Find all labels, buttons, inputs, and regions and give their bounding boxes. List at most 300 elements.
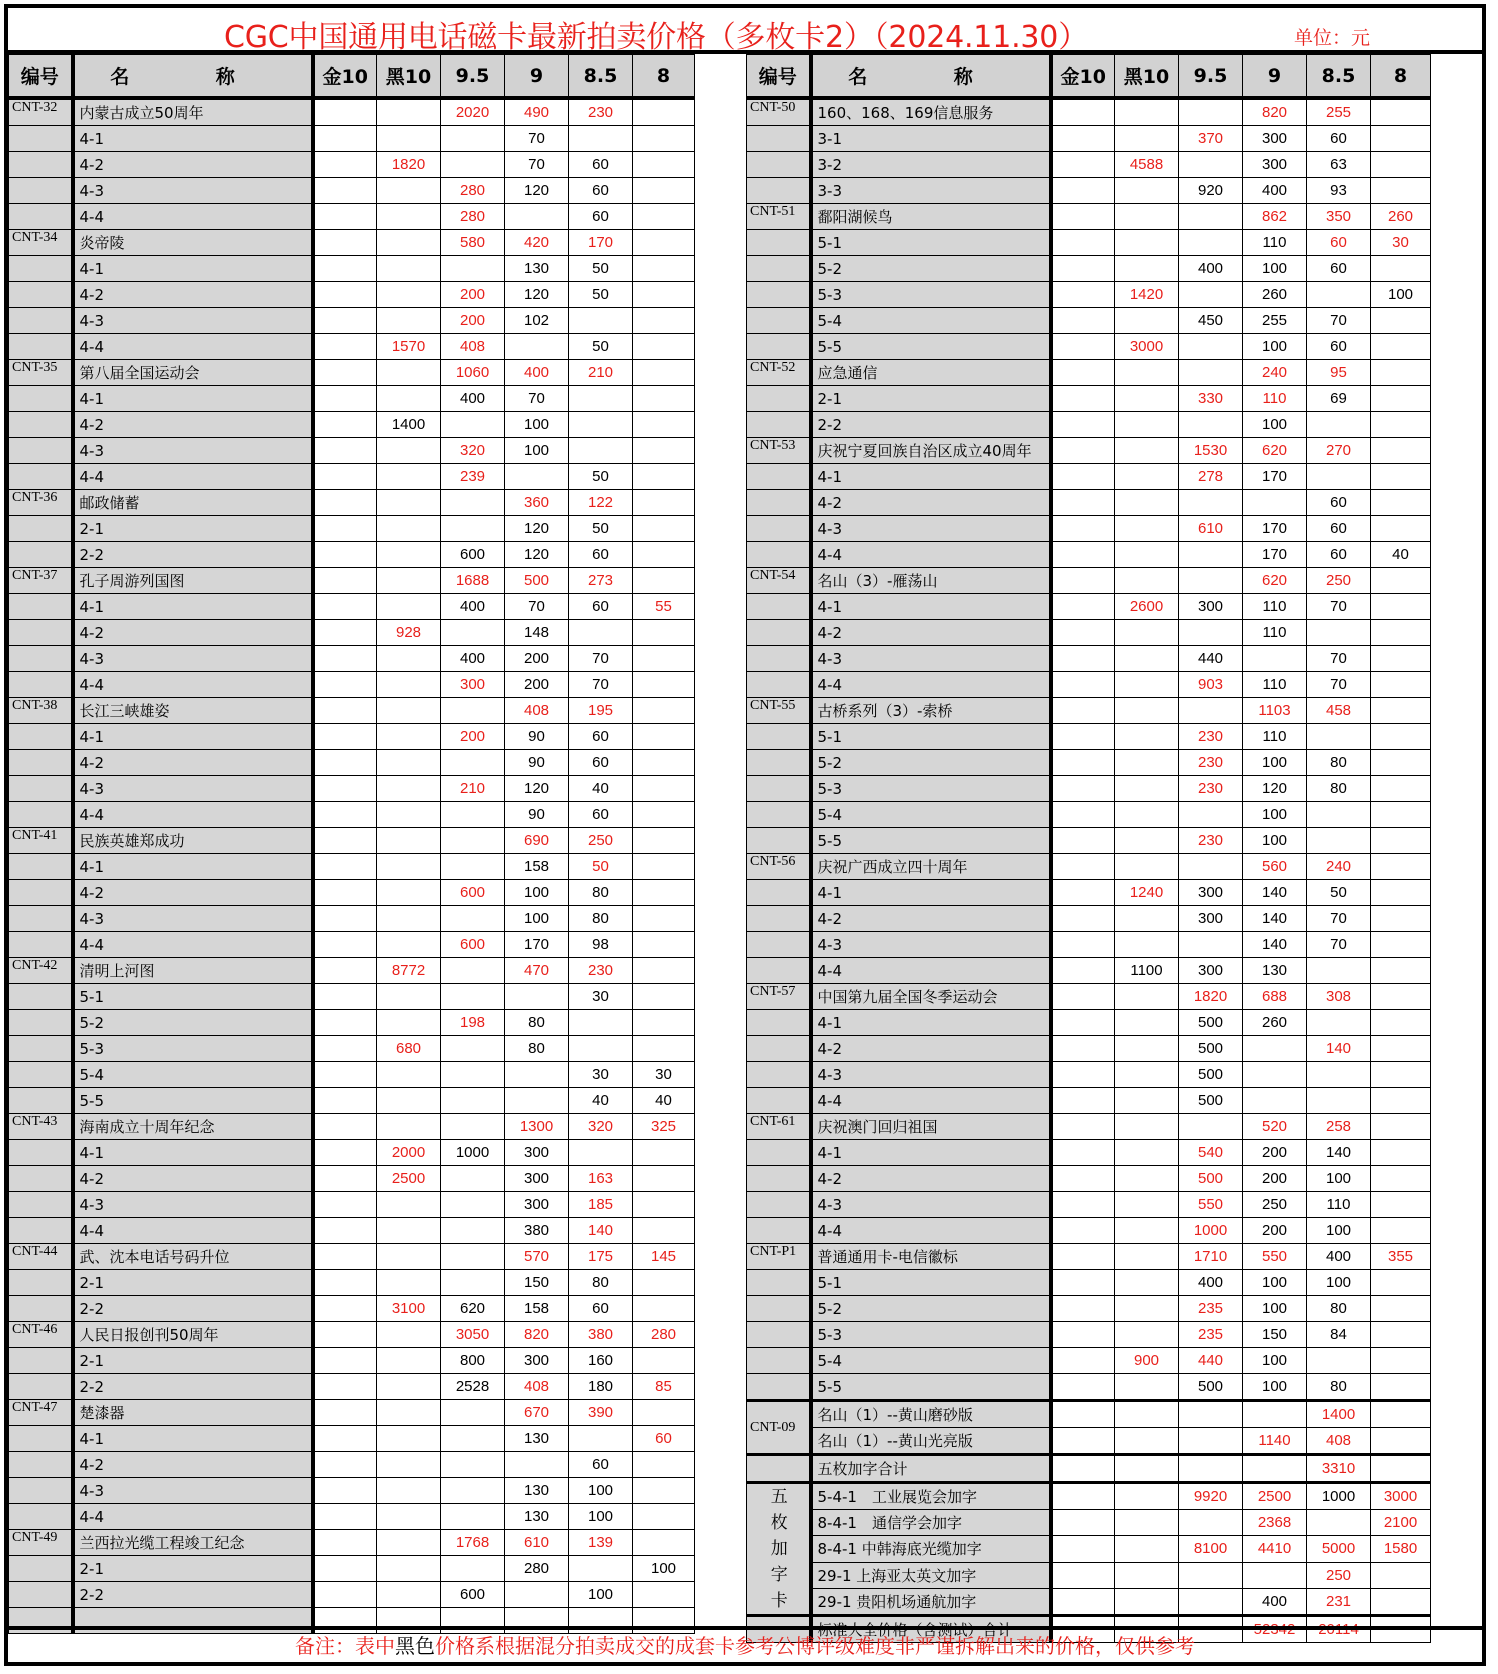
- card-code: [747, 386, 811, 412]
- price-grade85: 84: [1307, 1322, 1371, 1348]
- price-grade85: 170: [569, 230, 633, 256]
- card-code: CNT-57: [747, 984, 811, 1010]
- card-code: [747, 152, 811, 178]
- price-gold10: [1051, 1401, 1115, 1428]
- price-black10: [377, 698, 441, 724]
- price-grade85: 60: [569, 204, 633, 230]
- price-black10: 1400: [377, 412, 441, 438]
- card-code: [9, 516, 73, 542]
- card-code: [747, 256, 811, 282]
- price-grade9: [505, 1062, 569, 1088]
- price-grade85: 69: [1307, 386, 1371, 412]
- table-row: [9, 516, 695, 542]
- price-grade9: 560: [1243, 854, 1307, 880]
- price-grade8: 145: [633, 1244, 695, 1270]
- price-grade9: 820: [505, 1322, 569, 1348]
- price-grade85: [569, 412, 633, 438]
- price-grade8: [633, 646, 695, 672]
- card-name: 2-1: [811, 386, 1051, 412]
- price-grade8: 3000: [1371, 1483, 1431, 1510]
- card-code: [747, 1296, 811, 1322]
- price-grade85: 1400: [1307, 1401, 1371, 1428]
- card-name: 4-1: [73, 1140, 313, 1166]
- price-grade9: 170: [1243, 464, 1307, 490]
- price-grade95: [441, 1426, 505, 1452]
- price-gold10: [1051, 1588, 1115, 1615]
- price-grade9: 1140: [1243, 1428, 1307, 1455]
- price-grade95: 1688: [441, 568, 505, 594]
- card-name: 2-2: [73, 542, 313, 568]
- price-black10: [377, 282, 441, 308]
- card-code: [747, 958, 811, 984]
- price-black10: [1115, 1218, 1179, 1244]
- table-row: [9, 412, 695, 438]
- price-grade95: 600: [441, 880, 505, 906]
- price-gold10: [1051, 1036, 1115, 1062]
- price-black10: [1115, 308, 1179, 334]
- left-table-header: [9, 55, 695, 99]
- card-name: 4-1: [811, 1140, 1051, 1166]
- price-grade95: 300: [441, 672, 505, 698]
- price-gold10: [313, 230, 377, 256]
- card-code: [9, 412, 73, 438]
- price-grade8: [633, 1296, 695, 1322]
- price-black10: [377, 204, 441, 230]
- price-grade9: [505, 1452, 569, 1478]
- card-code: CNT-35: [9, 360, 73, 386]
- price-black10: [1115, 1510, 1179, 1536]
- price-grade8: 40: [633, 1088, 695, 1114]
- table-row: [747, 1192, 1431, 1218]
- price-grade95: [1179, 568, 1243, 594]
- price-grade85: 60: [569, 152, 633, 178]
- card-name: 4-3: [811, 516, 1051, 542]
- price-black10: [1115, 724, 1179, 750]
- card-code: [9, 1374, 73, 1400]
- price-grade85: [1307, 828, 1371, 854]
- card-name: 炎帝陵: [73, 230, 313, 256]
- price-grade95: 500: [1179, 1374, 1243, 1401]
- card-code: [747, 412, 811, 438]
- price-grade8: [1371, 1374, 1431, 1401]
- price-grade8: [633, 230, 695, 256]
- table-row: [9, 1192, 695, 1218]
- price-grade9: 300: [1243, 152, 1307, 178]
- price-grade85: 160: [569, 1348, 633, 1374]
- price-grade95: 330: [1179, 386, 1243, 412]
- price-grade95: [441, 256, 505, 282]
- price-grade95: 280: [441, 204, 505, 230]
- price-gold10: [313, 984, 377, 1010]
- price-grade8: [633, 1192, 695, 1218]
- card-name: 第八届全国运动会: [73, 360, 313, 386]
- card-name: 古桥系列（3）-索桥: [811, 698, 1051, 724]
- card-name: 4-3: [73, 178, 313, 204]
- price-grade95: [441, 906, 505, 932]
- card-code: CNT-61: [747, 1114, 811, 1140]
- price-gold10: [313, 1192, 377, 1218]
- card-name: 5-4: [811, 1348, 1051, 1374]
- column-header: 8: [633, 55, 695, 99]
- card-name: 29-1 贵阳机场通航加字: [811, 1588, 1051, 1615]
- card-code: [9, 932, 73, 958]
- price-black10: [1115, 1322, 1179, 1348]
- price-gold10: [313, 1504, 377, 1530]
- card-code: [9, 1582, 73, 1608]
- price-gold10: [313, 1270, 377, 1296]
- price-grade85: [569, 308, 633, 334]
- price-black10: [1115, 672, 1179, 698]
- price-black10: [377, 724, 441, 750]
- price-grade9: 420: [505, 230, 569, 256]
- table-row: [747, 1348, 1431, 1374]
- price-grade8: [1371, 334, 1431, 360]
- card-code: [747, 620, 811, 646]
- price-black10: [1115, 1088, 1179, 1114]
- card-name: 3-1: [811, 126, 1051, 152]
- card-name: 4-1: [73, 594, 313, 620]
- price-grade8: [1371, 412, 1431, 438]
- price-grade85: 30: [569, 984, 633, 1010]
- card-name: 内蒙古成立50周年: [73, 98, 313, 126]
- table-row: [747, 152, 1431, 178]
- price-grade9: [1243, 1562, 1307, 1588]
- card-code: CNT-38: [9, 698, 73, 724]
- table-row: [9, 724, 695, 750]
- price-grade8: 355: [1371, 1244, 1431, 1270]
- table-row: [9, 1062, 695, 1088]
- price-grade9: 90: [505, 802, 569, 828]
- price-grade85: 70: [1307, 906, 1371, 932]
- price-gold10: [313, 282, 377, 308]
- price-gold10: [313, 906, 377, 932]
- price-grade9: 110: [1243, 672, 1307, 698]
- card-name: 4-2: [73, 750, 313, 776]
- price-grade85: [1307, 464, 1371, 490]
- price-grade9: 610: [505, 1530, 569, 1556]
- card-name: 名山（1）--黄山光亮版: [811, 1428, 1051, 1455]
- table-row: [747, 1270, 1431, 1296]
- price-grade95: 400: [441, 594, 505, 620]
- card-name: 鄱阳湖候鸟: [811, 204, 1051, 230]
- price-grade85: 60: [1307, 490, 1371, 516]
- price-gold10: [313, 828, 377, 854]
- price-grade8: [633, 178, 695, 204]
- table-row: [747, 1140, 1431, 1166]
- price-grade85: 60: [569, 1452, 633, 1478]
- card-name: 4-1: [811, 464, 1051, 490]
- table-row: [747, 412, 1431, 438]
- price-grade95: [441, 620, 505, 646]
- price-black10: [1115, 516, 1179, 542]
- price-grade85: 180: [569, 1374, 633, 1400]
- card-name: 武、沈本电话号码升位: [73, 1244, 313, 1270]
- price-grade9: 300: [505, 1192, 569, 1218]
- card-name: 4-3: [811, 1192, 1051, 1218]
- price-gold10: [313, 412, 377, 438]
- table-row: [747, 1322, 1431, 1348]
- price-grade8: [633, 958, 695, 984]
- card-code: CNT-53: [747, 438, 811, 464]
- price-grade95: [441, 750, 505, 776]
- price-grade85: 50: [569, 464, 633, 490]
- table-row: [747, 1536, 1431, 1562]
- price-grade8: [633, 1400, 695, 1426]
- table-row: [9, 828, 695, 854]
- price-grade95: 610: [1179, 516, 1243, 542]
- card-code: [9, 1478, 73, 1504]
- price-grade95: 440: [1179, 646, 1243, 672]
- card-name: 5-4: [811, 308, 1051, 334]
- card-name: 4-2: [73, 1166, 313, 1192]
- card-name: 29-1 上海亚太英文加字: [811, 1562, 1051, 1588]
- right-table-header: [747, 55, 1431, 99]
- table-row: [9, 1036, 695, 1062]
- price-black10: [1115, 230, 1179, 256]
- price-grade8: [633, 1036, 695, 1062]
- table-row: [9, 1556, 695, 1582]
- card-name: 4-1: [73, 256, 313, 282]
- price-grade85: 60: [1307, 256, 1371, 282]
- price-black10: 1100: [1115, 958, 1179, 984]
- card-name: 4-3: [811, 1062, 1051, 1088]
- card-name: 4-4: [73, 672, 313, 698]
- price-black10: [377, 594, 441, 620]
- table-row: [747, 1588, 1431, 1615]
- card-name: 4-2: [73, 282, 313, 308]
- price-black10: [1115, 1114, 1179, 1140]
- table-row: [747, 594, 1431, 620]
- price-grade8: [633, 98, 695, 126]
- price-black10: [377, 1192, 441, 1218]
- card-code: [9, 334, 73, 360]
- table-row: [9, 386, 695, 412]
- card-code: [9, 854, 73, 880]
- price-black10: [1115, 98, 1179, 126]
- price-sheet: [4, 4, 1486, 1666]
- card-name: 8-4-1 中韩海底光缆加字: [811, 1536, 1051, 1562]
- price-grade8: [1371, 750, 1431, 776]
- card-name: 5-2: [811, 1296, 1051, 1322]
- price-gold10: [1051, 594, 1115, 620]
- table-row: [9, 1452, 695, 1478]
- card-code: [9, 1192, 73, 1218]
- price-grade95: 400: [441, 646, 505, 672]
- price-grade8: [633, 438, 695, 464]
- price-grade95: 1060: [441, 360, 505, 386]
- table-row: [747, 828, 1431, 854]
- card-code: [747, 672, 811, 698]
- price-grade85: 60: [569, 750, 633, 776]
- price-grade8: 60: [633, 1426, 695, 1452]
- table-row: [747, 1562, 1431, 1588]
- column-header: 金10: [1051, 55, 1115, 99]
- price-grade9: [1243, 1036, 1307, 1062]
- table-row: [747, 1296, 1431, 1322]
- price-black10: 2500: [377, 1166, 441, 1192]
- table-row: [9, 152, 695, 178]
- card-name: 5-4-1 工业展览会加字: [811, 1483, 1051, 1510]
- price-gold10: [313, 1296, 377, 1322]
- price-grade85: [1307, 1010, 1371, 1036]
- price-grade95: [441, 802, 505, 828]
- price-grade85: [569, 386, 633, 412]
- price-gold10: [313, 438, 377, 464]
- table-row: [747, 204, 1431, 230]
- table-row: [9, 854, 695, 880]
- card-name: 4-4: [811, 1218, 1051, 1244]
- table-row: [747, 620, 1431, 646]
- price-grade8: [1371, 98, 1431, 126]
- price-gold10: [313, 1322, 377, 1348]
- price-grade85: 50: [1307, 880, 1371, 906]
- price-grade8: 40: [1371, 542, 1431, 568]
- card-code: CNT-P1: [747, 1244, 811, 1270]
- price-grade8: [1371, 308, 1431, 334]
- card-name: 4-1: [73, 386, 313, 412]
- left-price-table: [8, 54, 695, 1634]
- card-name: 孔子周游列国图: [73, 568, 313, 594]
- price-grade9: 170: [1243, 542, 1307, 568]
- table-row: [747, 256, 1431, 282]
- card-name: 2-2: [73, 1374, 313, 1400]
- card-code: [747, 1374, 811, 1401]
- card-code: [9, 542, 73, 568]
- card-name: 名山（1）--黄山磨砂版: [811, 1401, 1051, 1428]
- price-grade9: 80: [505, 1036, 569, 1062]
- price-gold10: [313, 672, 377, 698]
- price-gold10: [313, 308, 377, 334]
- price-grade9: 200: [1243, 1166, 1307, 1192]
- price-grade85: 240: [1307, 854, 1371, 880]
- card-name: 4-3: [73, 906, 313, 932]
- price-grade85: 93: [1307, 178, 1371, 204]
- price-grade8: [633, 386, 695, 412]
- price-grade85: [1307, 1062, 1371, 1088]
- table-row: [747, 880, 1431, 906]
- card-name: 4-1: [73, 1426, 313, 1452]
- price-grade8: [633, 750, 695, 776]
- footer-note: [8, 1626, 1482, 1662]
- card-code: [9, 1348, 73, 1374]
- price-gold10: [313, 1244, 377, 1270]
- price-grade85: 50: [569, 282, 633, 308]
- price-grade9: 260: [1243, 282, 1307, 308]
- price-grade95: [1179, 542, 1243, 568]
- price-grade8: [633, 152, 695, 178]
- card-code: [9, 1088, 73, 1114]
- price-grade85: 250: [569, 828, 633, 854]
- price-grade85: 80: [1307, 1296, 1371, 1322]
- card-code: CNT-46: [9, 1322, 73, 1348]
- price-grade95: 1768: [441, 1530, 505, 1556]
- price-grade8: [1371, 464, 1431, 490]
- table-row: [9, 1400, 695, 1426]
- table-row: [9, 334, 695, 360]
- price-gold10: [313, 204, 377, 230]
- price-gold10: [1051, 98, 1115, 126]
- price-grade8: [1371, 1218, 1431, 1244]
- price-grade9: 200: [505, 672, 569, 698]
- price-grade85: 80: [1307, 1374, 1371, 1401]
- price-grade85: 458: [1307, 698, 1371, 724]
- price-grade8: [1371, 1428, 1431, 1455]
- price-grade9: 100: [1243, 334, 1307, 360]
- price-gold10: [1051, 412, 1115, 438]
- price-grade95: [1179, 1401, 1243, 1428]
- price-grade8: [633, 412, 695, 438]
- price-grade9: 130: [505, 1504, 569, 1530]
- card-name: 5-1: [811, 230, 1051, 256]
- price-grade95: 235: [1179, 1296, 1243, 1322]
- price-grade95: [1179, 152, 1243, 178]
- price-grade9: [1243, 1088, 1307, 1114]
- price-grade85: 63: [1307, 152, 1371, 178]
- price-grade9: 100: [505, 412, 569, 438]
- table-row: [9, 1270, 695, 1296]
- price-black10: 3000: [1115, 334, 1179, 360]
- price-grade95: 278: [1179, 464, 1243, 490]
- price-gold10: [1051, 984, 1115, 1010]
- price-grade8: [633, 204, 695, 230]
- table-row: [9, 932, 695, 958]
- price-grade85: 210: [569, 360, 633, 386]
- card-name: 4-4: [73, 204, 313, 230]
- table-row: [9, 542, 695, 568]
- card-name: 2-1: [73, 516, 313, 542]
- left-table-body: [9, 98, 695, 1634]
- card-name: 楚漆器: [73, 1400, 313, 1426]
- price-grade85: 1000: [1307, 1483, 1371, 1510]
- price-grade85: 70: [1307, 932, 1371, 958]
- table-row: [9, 1582, 695, 1608]
- price-grade85: 250: [1307, 568, 1371, 594]
- table-row: [9, 1140, 695, 1166]
- card-name: 民族英雄郑成功: [73, 828, 313, 854]
- card-code: [747, 1348, 811, 1374]
- price-black10: [1115, 1374, 1179, 1401]
- price-black10: 8772: [377, 958, 441, 984]
- price-black10: [377, 568, 441, 594]
- price-black10: 1240: [1115, 880, 1179, 906]
- price-gold10: [313, 932, 377, 958]
- price-grade95: 8100: [1179, 1536, 1243, 1562]
- card-name: 5-3: [811, 1322, 1051, 1348]
- price-grade8: [1371, 594, 1431, 620]
- price-gold10: [1051, 1192, 1115, 1218]
- price-black10: [1115, 932, 1179, 958]
- card-name: 8-4-1 通信学会加字: [811, 1510, 1051, 1536]
- price-grade85: 100: [569, 1478, 633, 1504]
- price-gold10: [313, 802, 377, 828]
- footer-prefix: 备注：表中: [295, 1634, 395, 1658]
- price-gold10: [1051, 1348, 1115, 1374]
- price-grade95: [441, 1478, 505, 1504]
- price-grade95: 210: [441, 776, 505, 802]
- price-grade9: 408: [505, 698, 569, 724]
- price-grade8: [1371, 672, 1431, 698]
- price-gold10: [313, 1036, 377, 1062]
- price-grade9: 100: [1243, 750, 1307, 776]
- price-grade85: 70: [1307, 672, 1371, 698]
- price-grade95: [1179, 932, 1243, 958]
- price-grade8: [1371, 1270, 1431, 1296]
- price-grade8: [1371, 958, 1431, 984]
- price-grade9: 280: [505, 1556, 569, 1582]
- price-grade85: 140: [1307, 1036, 1371, 1062]
- price-black10: [1115, 1270, 1179, 1296]
- card-name: 4-4: [811, 958, 1051, 984]
